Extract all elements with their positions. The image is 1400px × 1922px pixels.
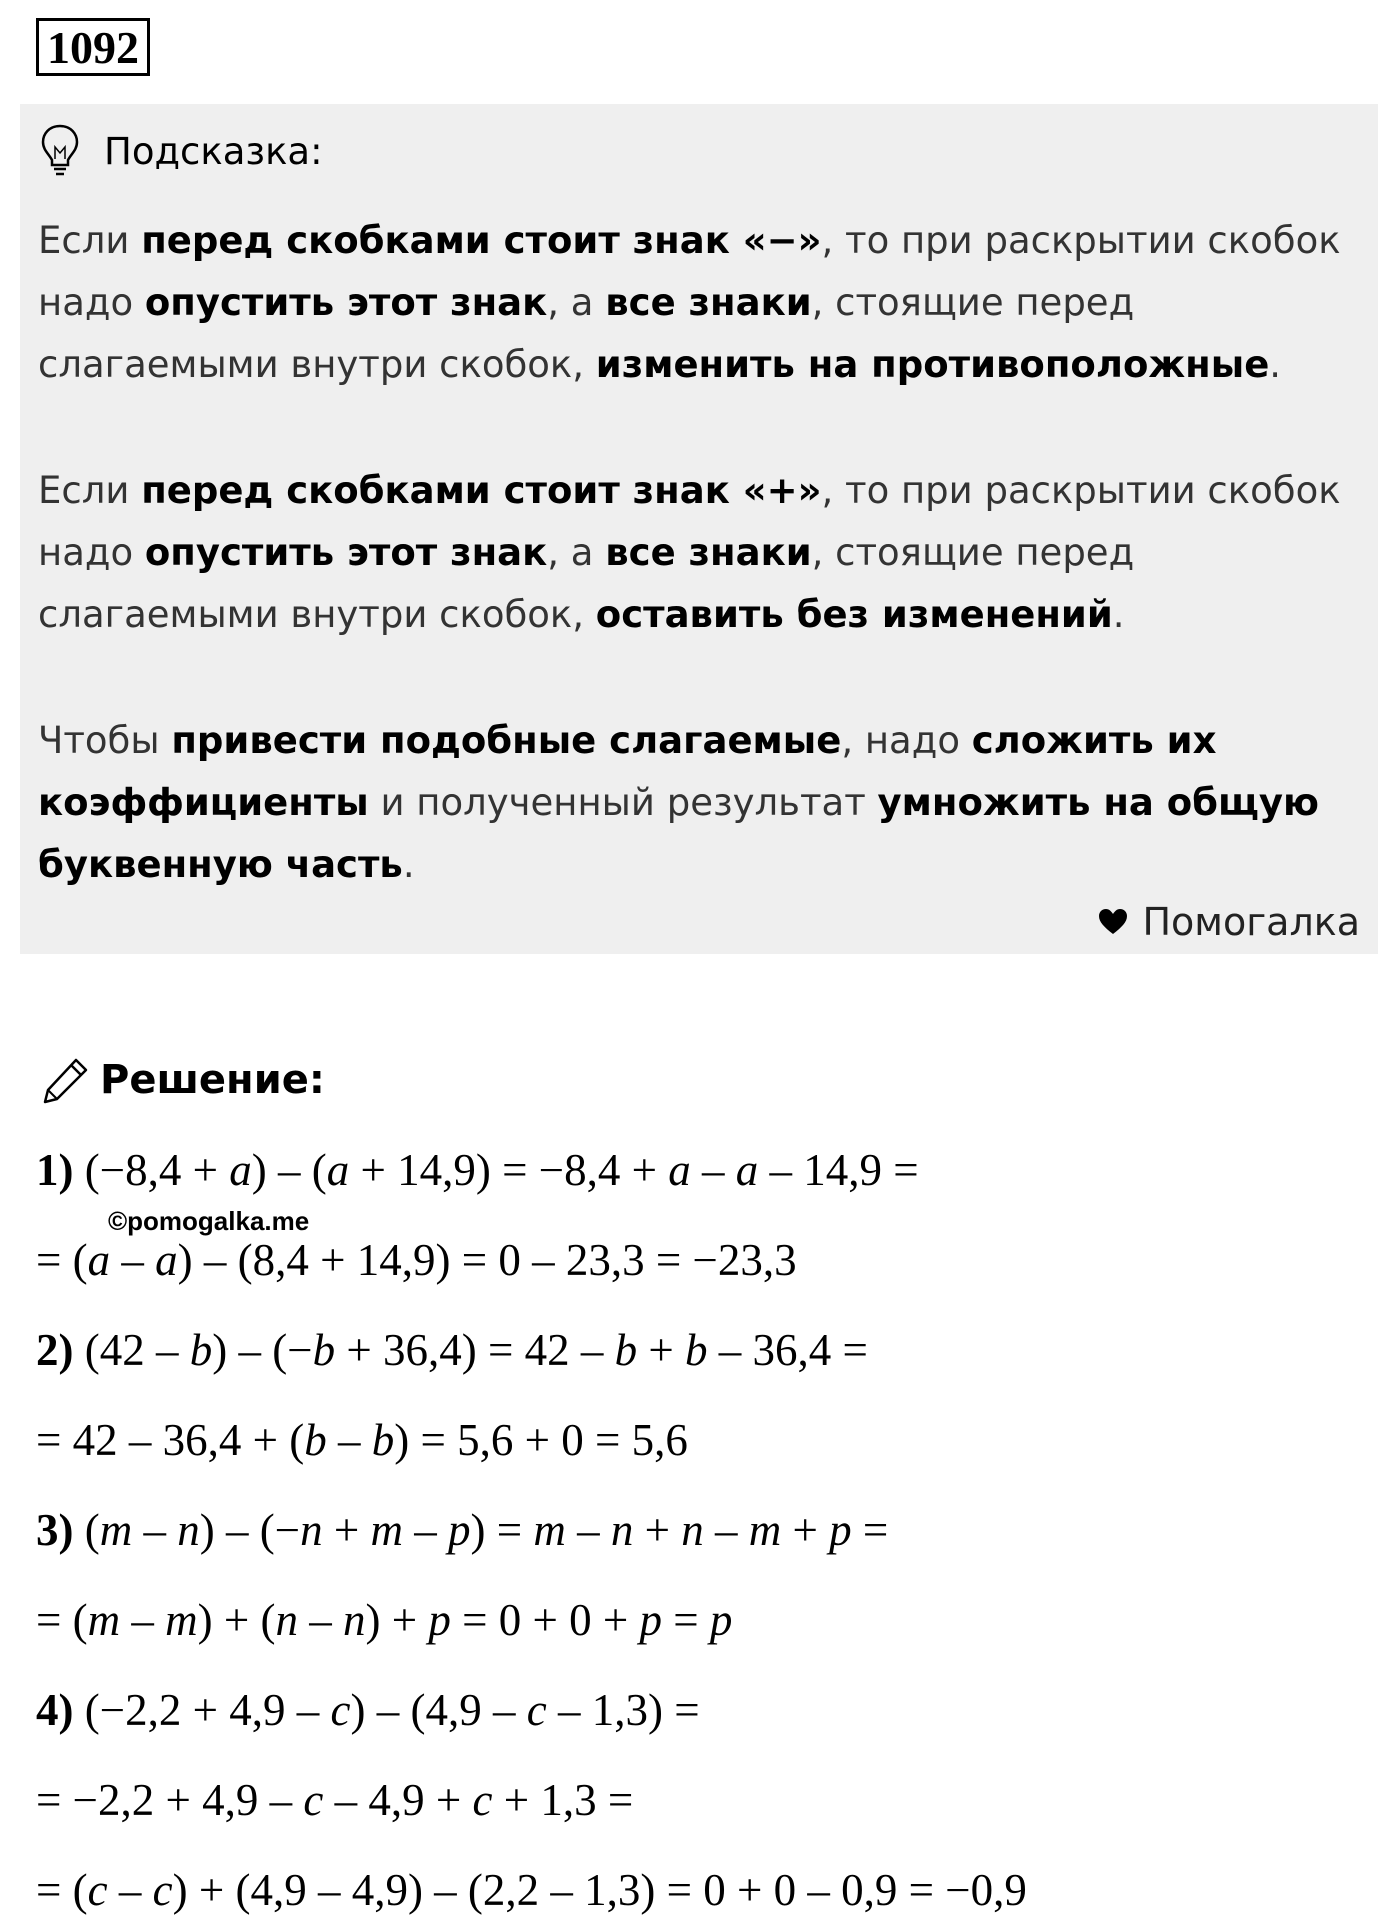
problem-number: 1092: [36, 18, 150, 76]
hint-text: .: [1112, 593, 1125, 636]
solution-expression: = −2,2 + 4,9 – c – 4,9 + c + 1,3 =: [36, 1775, 634, 1825]
hint-text: , то при раскрытии скобок надо: [38, 219, 1341, 324]
solution-line-6: [36, 1590, 1366, 1650]
hint-bold-text: сложить их коэффициенты: [38, 719, 1217, 824]
solution-header: [40, 1050, 325, 1110]
hint-text: , стоящие перед слагаемыми внутри скобок,: [38, 281, 1135, 386]
solution-line-3: [36, 1320, 1366, 1380]
watermark: ©pomogalka.me: [108, 1206, 310, 1236]
hint-text: , стоящие перед слагаемыми внутри скобок,: [38, 531, 1135, 636]
hint-bold-text: изменить на противоположные: [595, 343, 1270, 386]
hint-text: Если: [38, 469, 142, 512]
hint-bold-text: все знаки: [605, 281, 812, 324]
hint-title: Подсказка:: [104, 129, 323, 173]
hint-text: Чтобы: [38, 719, 172, 762]
solution-expression: = (a – a) – (8,4 + 14,9) = 0 – 23,3 = −23,3: [36, 1235, 797, 1285]
heart-icon: [1098, 908, 1128, 936]
solution-line-7: [36, 1680, 1366, 1740]
solution-step-label: 1): [36, 1145, 74, 1195]
hint-text: , а: [547, 281, 606, 324]
lightbulb-icon: [40, 123, 80, 179]
brand-name: Помогалка: [1142, 900, 1360, 944]
solution-title: Решение:: [100, 1057, 325, 1103]
solution-line-5: [36, 1500, 1366, 1560]
solution-expression: (m – n) – (−n + m – p) = m – n + n – m + p =: [84, 1505, 889, 1555]
hint-bold-text: привести подобные слагаемые: [171, 719, 842, 762]
hint-text: , надо: [841, 719, 972, 762]
hint-bold-text: перед скобками стоит знак «−»: [141, 219, 822, 262]
hint-bold-text: перед скобками стоит знак «+»: [141, 469, 822, 512]
solution-line-2: [36, 1230, 1366, 1290]
hint-text: Если: [38, 219, 142, 262]
hint-text: , то при раскрытии скобок надо: [38, 469, 1341, 574]
hint-box: [20, 104, 1378, 954]
solution-expression: = (m – m) + (n – n) + p = 0 + 0 + p = p: [36, 1595, 733, 1645]
solution-step-label: 4): [36, 1685, 74, 1735]
brand-signature: [1098, 894, 1360, 950]
hint-paragraph-3: [38, 710, 1358, 896]
solution-step-label: 3): [36, 1505, 74, 1555]
hint-paragraph-1: [38, 210, 1358, 396]
hint-text: .: [402, 843, 415, 886]
hint-bold-text: опустить этот знак: [144, 531, 548, 574]
solution-line-1: [36, 1140, 1366, 1200]
solution-expression: (42 – b) – (−b + 36,4) = 42 – b + b – 36,4 =: [84, 1325, 868, 1375]
solution-step-label: 2): [36, 1325, 74, 1375]
hint-text: и полученный результат: [368, 781, 878, 824]
hint-bold-text: все знаки: [605, 531, 812, 574]
hint-bold-text: умножить на общую буквенную часть: [38, 781, 1320, 886]
solution-line-4: [36, 1410, 1366, 1470]
solution-expression: = 42 – 36,4 + (b – b) = 5,6 + 0 = 5,6: [36, 1415, 688, 1465]
solution-line-9: [36, 1860, 1366, 1920]
hint-bold-text: оставить без изменений: [595, 593, 1113, 636]
hint-paragraph-2: [38, 460, 1358, 646]
solution-expression: (−8,4 + a) – (a + 14,9) = −8,4 + a – a – 14,9 =: [84, 1145, 919, 1195]
pencil-icon: [40, 1054, 92, 1106]
hint-text: .: [1269, 343, 1282, 386]
solution-line-8: [36, 1770, 1366, 1830]
hint-bold-text: опустить этот знак: [144, 281, 548, 324]
solution-expression: = (c – c) + (4,9 – 4,9) – (2,2 – 1,3) = 0 + 0 – 0,9 = −0,9: [36, 1865, 1027, 1915]
solution-expression: (−2,2 + 4,9 – c) – (4,9 – c – 1,3) =: [84, 1685, 700, 1735]
hint-text: , а: [547, 531, 606, 574]
hint-header: [40, 114, 323, 188]
